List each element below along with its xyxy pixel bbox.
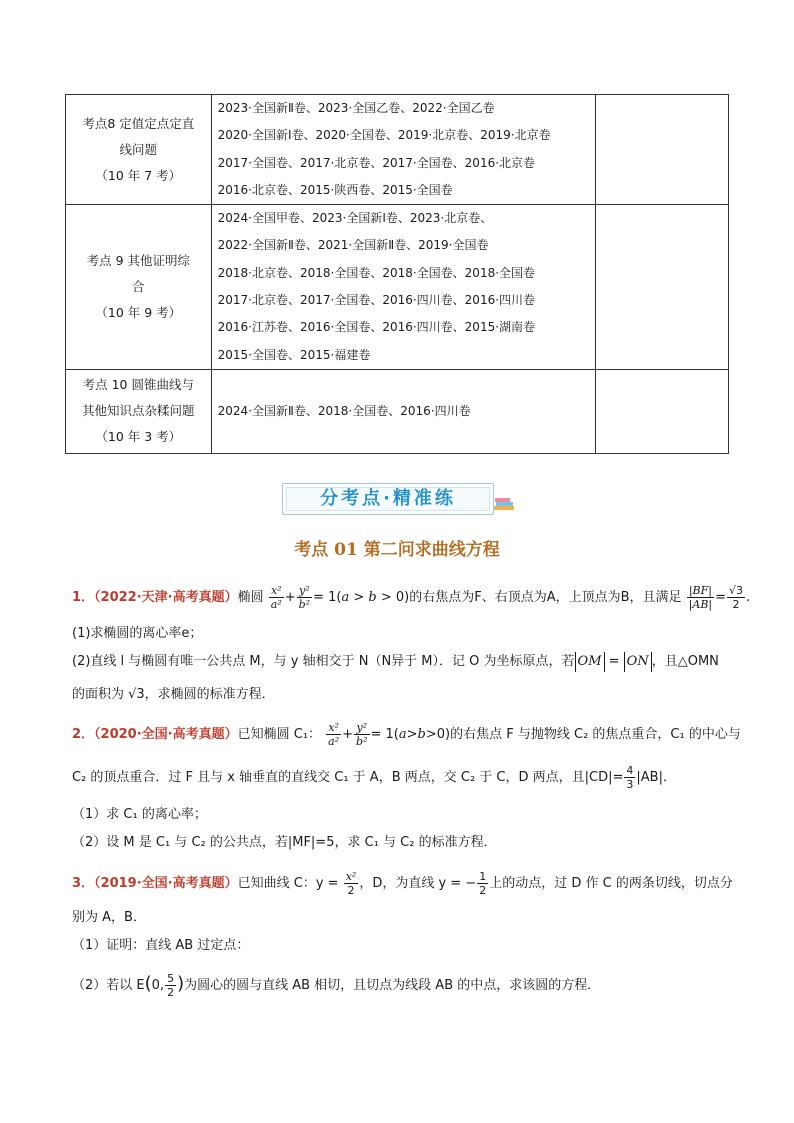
section-title: 考点 01 第二问求曲线方程 [294,540,500,560]
table-row [66,369,729,453]
question-1-part-2: (2)直线 l 与椭圆有唯一公共点 M，与 y 轴相交于 N（N异于 M）．记 O 为坐标原点，若 OM = ON ，且△OMN [72,652,719,672]
books-icon [492,495,516,513]
topic-cell: 考点 9 其他证明综 合 （10 年 9 考） [66,205,212,370]
exam-topic-table [65,94,729,454]
question-1-part-2-cont: 的面积为 √3，求椭圆的标准方程． [72,687,275,702]
topic-cell: 考点 10 圆锥曲线与 其他知识点杂糅问题 （10 年 3 考） [66,369,212,453]
question-2-stem: 2．（2020·全国·高考真题）已知椭圆 C₁： $\frac{\text{x²}}{\text{a²}}$ + $\frac{\text{y²}}{\text{b²}}$ = 1(a>b>0)的右焦点 F 与抛物线 C₂ 的焦点重合，C₁ 的中心与 [72,721,741,748]
question-3-stem: 3．（2019·全国·高考真题）已知曲线 C：y = $\frac{\text{x²}}{2}$ ，D，为直线 y = − $\frac{1}{2}$ 上的动点，过 D 作 C 的两条切线，切点分 [72,870,733,897]
question-1-stem: 1．（2022·天津·高考真题）椭圆 $\frac{\text{x²}}{\text{a²}}$ + $\frac{\text{y²}}{\text{b²}}$ = 1(a > b > 0)的右焦点为F、右顶点为A，上顶点为B，且满足 $\frac{|BF|}{|AB|}$ = $\frac{√3}{2}$ . [72,584,751,611]
papers-cell: 2024·全国新Ⅱ卷、2018·全国卷、2016·四川卷 [211,369,596,453]
question-2-part-1: （1）求 C₁ 的离心率； [72,807,207,822]
section-banner: 分考点·精准练 [282,483,494,515]
question-3-part-2: （2）若以 E(0, $\frac{5}{2}$ )为圆心的圆与直线 AB 相切，且切点为线段 AB 的中点，求该圆的方程． [72,972,601,999]
question-3-part-1: （1）证明：直线 AB 过定点： [72,938,250,953]
question-1-part-1: (1)求椭圆的离心率e； [72,626,203,641]
question-2-part-2: （2）设 M 是 C₁ 与 C₂ 的公共点，若|MF|=5，求 C₁ 与 C₂ 的标准方程． [72,835,497,850]
empty-cell [596,205,729,370]
table-row [66,205,729,370]
empty-cell [596,369,729,453]
question-2-stem-cont: C₂ 的顶点重合．过 F 且与 x 轴垂直的直线交 C₁ 于 A，B 两点，交 C₂ 于 C，D 两点，且|CD|= $\frac{4}{3}$ |AB|． [72,764,676,791]
table-row [66,95,729,205]
empty-cell [596,95,729,205]
topic-cell: 考点8 定值定点定直 线问题 （10 年 7 考） [66,95,212,205]
question-3-stem-cont: 别为 A，B． [72,910,146,925]
papers-cell: 2023·全国新Ⅱ卷、2023·全国乙卷、2022·全国乙卷 2020·全国新Ⅰ卷、2020·全国卷、2019·北京卷、2019·北京卷 2017·全国卷、2017·北京卷、2017·全国卷、2016·北京卷 2016·北京卷、2015·陕西卷、2015·全国卷 [211,95,596,205]
papers-cell: 2024·全国甲卷、2023·全国新Ⅰ卷、2023·北京卷、 2022·全国新Ⅱ卷、2021·全国新Ⅱ卷、2019·全国卷 2018·北京卷、2018·全国卷、2018·全国卷、2018·全国卷 2017·北京卷、2017·全国卷、2016·四川卷、2016·四川卷 2016·江苏卷、2016·全国卷、2016·四川卷、2015·湖南卷 2015·全国卷、2015·福建卷 [211,205,596,370]
